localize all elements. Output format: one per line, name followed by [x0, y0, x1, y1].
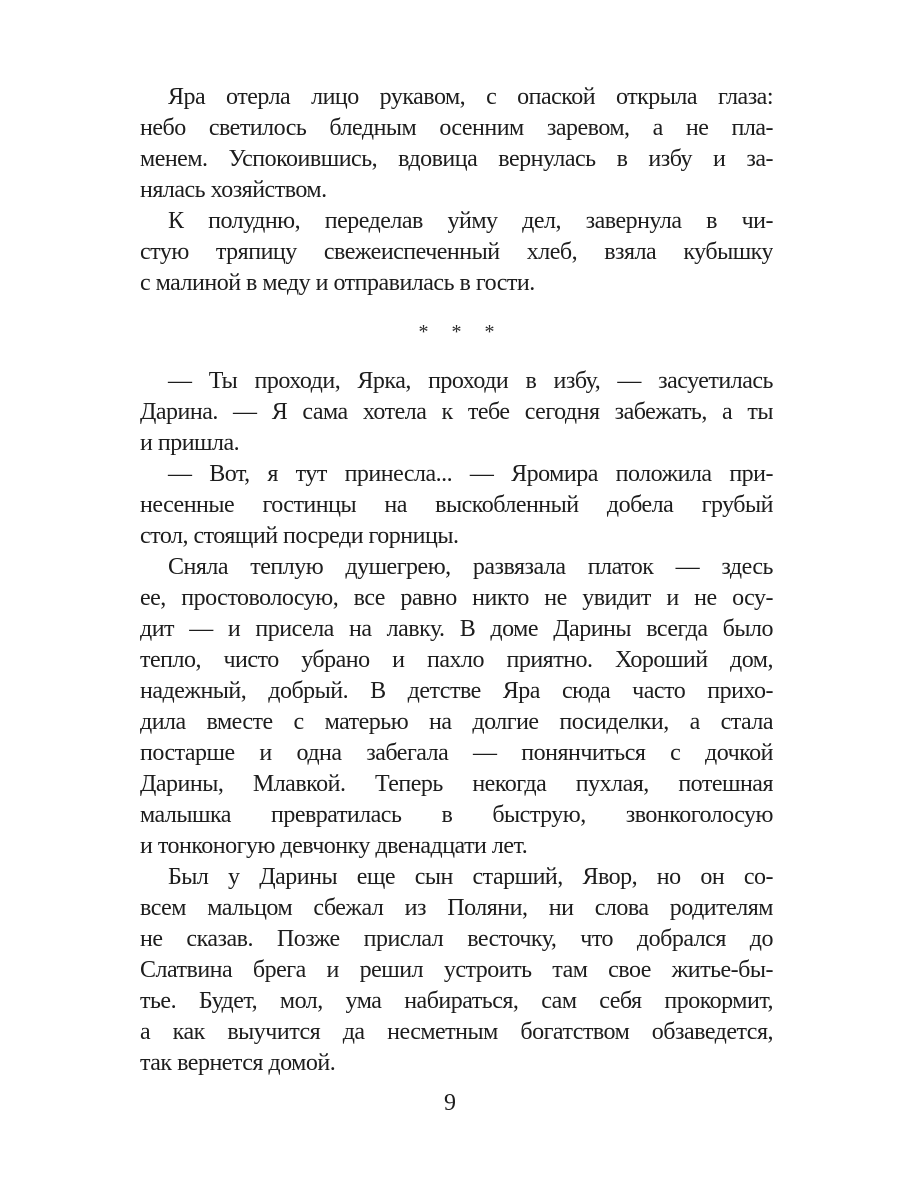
- text-line: и тонконогую девчонку двенадцати лет.: [140, 833, 528, 859]
- text-line: — Вот, я тут принесла... — Яромира положила при-: [168, 461, 773, 487]
- text-line: дит — и присела на лавку. В доме Дарины всегда было: [140, 616, 773, 642]
- text-line: стую тряпицу свежеиспеченный хлеб, взяла кубышку: [140, 239, 773, 265]
- text-line: тепло, чисто убрано и пахло приятно. Хороший дом,: [140, 647, 773, 673]
- text-line: Сняла теплую душегрею, развязала платок — здесь: [168, 554, 773, 580]
- text-line: а как выучится да несметным богатством обзаведется,: [140, 1019, 773, 1045]
- paragraph: [140, 552, 773, 862]
- text-line: малышка превратилась в быструю, звонкоголосую: [140, 802, 773, 828]
- paragraph: [140, 366, 773, 459]
- section-separator: * * *: [418, 321, 504, 343]
- paragraph: [140, 459, 773, 552]
- page-number: 9: [444, 1090, 456, 1116]
- text-line: Был у Дарины еще сын старший, Явор, но он со-: [168, 864, 773, 890]
- text-line: — Ты проходи, Ярка, проходи в избу, — засуетилась: [168, 368, 773, 394]
- text-line: менем. Успокоившись, вдовица вернулась в избу и за-: [140, 146, 773, 172]
- paragraph: [140, 82, 773, 206]
- text-line: тье. Будет, мол, ума набираться, сам себя прокормит,: [140, 988, 773, 1014]
- paragraph: [140, 862, 773, 1079]
- text-block: [140, 82, 773, 1079]
- text-line: надежный, добрый. В детстве Яра сюда часто прихо-: [140, 678, 773, 704]
- text-line: Дарины, Млавкой. Теперь некогда пухлая, потешная: [140, 771, 773, 797]
- text-line: дила вместе с матерью на долгие посиделки, а стала: [140, 709, 773, 735]
- text-line: стол, стоящий посреди горницы.: [140, 523, 459, 549]
- paragraph: [140, 206, 773, 299]
- text-line: постарше и одна забегала — понянчиться с дочкой: [140, 740, 773, 766]
- text-line: Дарина. — Я сама хотела к тебе сегодня забежать, а ты: [140, 399, 773, 425]
- text-line: Слатвина брега и решил устроить там свое житье-бы-: [140, 957, 773, 983]
- text-line: Яра отерла лицо рукавом, с опаской открыла глаза:: [168, 84, 773, 110]
- text-line: К полудню, переделав уйму дел, завернула в чи-: [168, 208, 773, 234]
- text-line: и пришла.: [140, 430, 240, 456]
- text-line: нялась хозяйством.: [140, 177, 327, 203]
- text-line: всем мальцом сбежал из Поляни, ни слова родителям: [140, 895, 773, 921]
- text-line: так вернется домой.: [140, 1050, 336, 1076]
- text-line: небо светилось бледным осенним заревом, а не пла-: [140, 115, 773, 141]
- text-line: не сказав. Позже прислал весточку, что добрался до: [140, 926, 773, 952]
- text-line: с малиной в меду и отправилась в гости.: [140, 270, 535, 296]
- text-line: ее, простоволосую, все равно никто не увидит и не осу-: [140, 585, 773, 611]
- text-line: несенные гостинцы на выскобленный добела грубый: [140, 492, 773, 518]
